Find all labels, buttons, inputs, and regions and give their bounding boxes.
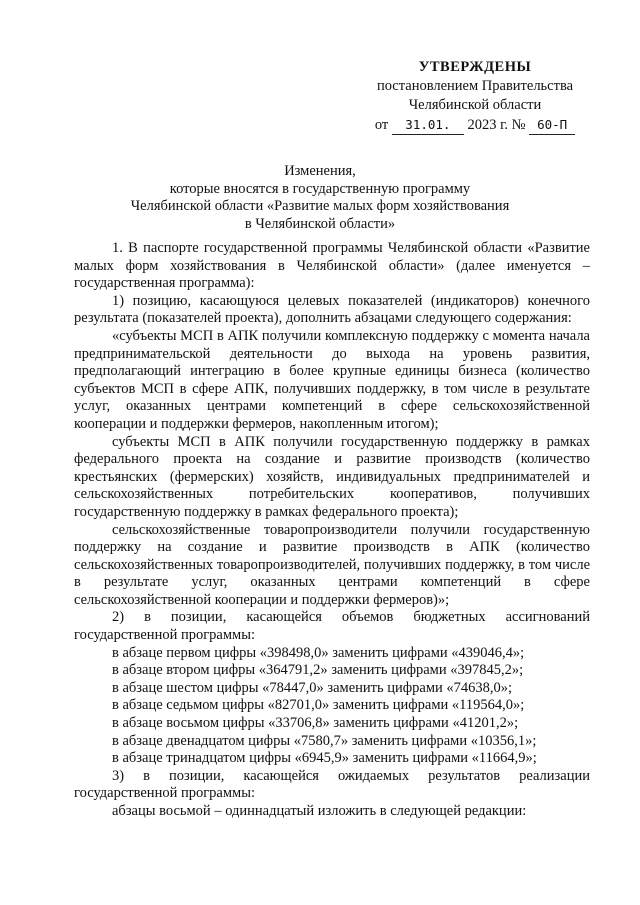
paragraph-2: 1) позицию, касающуюся целевых показателей (индикаторов) конечного результата (показателей проекта), дополнить абзацами следующего содержания: [74,292,590,327]
approval-line-1: постановлением Правительства [376,78,574,94]
paragraph-3: «субъекты МСП в АПК получили комплексную поддержку с момента начала предпринимательской деятельности до выхода на уровень развития, предполагающий интеграцию в более крупные единицы бизнеса (количество субъектов МСП в сфере АПК, получивших поддержку, в том числе в результате услуг, оказанных центрами компетенций в сфере сельскохозяйственной кооперации и поддержки фермеров, накопленным итогом); [74,327,590,432]
handwritten-number: 60-П [529,115,575,135]
paragraph-1: 1. В паспорте государственной программы Челябинской области «Развитие малых форм хозяйствования в Челябинской области» (далее именуется – государственная программа): [74,240,590,292]
list-item: в абзаце восьмом цифры «33706,8» заменить цифрами «41201,2»; [112,715,519,732]
document-body [74,240,590,821]
paragraph-4: субъекты МСП в АПК получили государственную поддержку в рамках федерального проекта на создание и развитие производств (количество крестьянских (фермерских) хозяйств, индивидуальных предпринимателей и сельскохозяйственных потребительских кооперативов, получивших государственную поддержку в рамках федерального проекта); [74,433,590,520]
list-item: в абзаце втором цифры «364791,2» заменить цифрами «397845,2»; [112,662,524,679]
paragraph-6: 2) в позиции, касающейся объемов бюджетных ассигнований государственной программы: [74,609,590,644]
title-line-1: Изменения, [284,163,356,179]
paragraph-closing-2: абзацы восьмой – одиннадцатый изложить в следующей редакции: [112,803,527,819]
handwritten-date: 31.01. [392,115,464,135]
list-item: в абзаце тринадцатом цифры «6945,9» заменить цифрами «11664,9»; [112,750,537,767]
title-line-3: Челябинской области «Развитие малых форм хозяйствования [130,198,510,214]
approval-heading: УТВЕРЖДЕНЫ [418,59,532,75]
list-item: в абзаце седьмом цифры «82701,0» заменить цифрами «119564,0»; [112,697,525,714]
document-title [60,163,580,233]
date-prefix: от [374,117,389,133]
list-item: в абзаце первом цифры «398498,0» заменить цифрами «439046,4»; [112,644,525,661]
year-text: 2023 г. № [467,117,526,133]
paragraph-closing-1: 3) в позиции, касающейся ожидаемых результатов реализации государственной программы: [74,767,590,802]
title-line-2: которые вносятся в государственную программу [169,180,471,197]
title-line-4: в Челябинской области» [244,215,396,232]
approval-date-line [360,115,590,135]
approval-line-2: Челябинской области [408,97,542,113]
list-item: в абзаце двенадцатом цифры «7580,7» заменить цифрами «10356,1»; [112,732,537,749]
paragraph-5: сельскохозяйственные товаропроизводители получили государственную поддержку на создание и развитие производств в АПК (количество сельскохозяйственных товаропроизводителей, получивших поддержку, в том числе в результате услуг, оказанных центрами компетенций в сфере сельскохозяйственной кооперации и поддержки фермеров)»; [74,521,590,608]
approval-stamp [360,58,590,135]
list-item: в абзаце шестом цифры «78447,0» заменить цифрами «74638,0»; [112,679,513,696]
